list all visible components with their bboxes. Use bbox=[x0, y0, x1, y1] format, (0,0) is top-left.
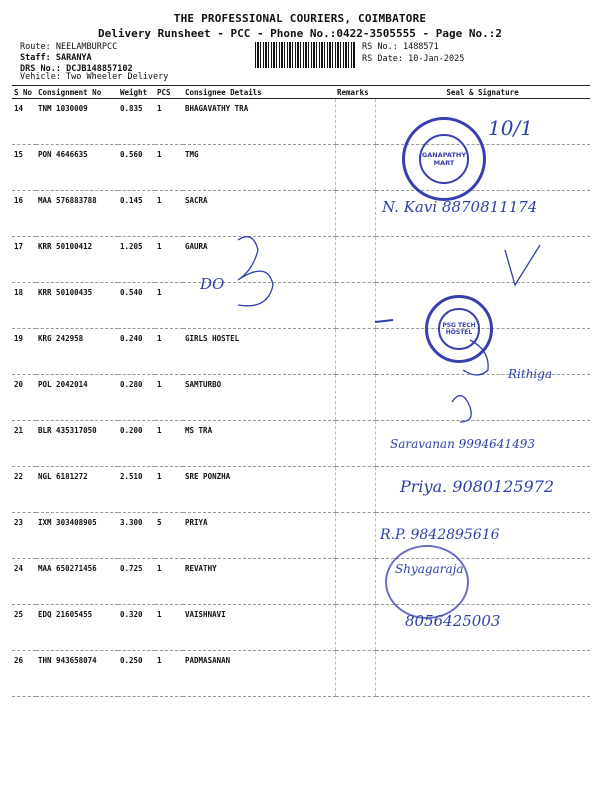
col-signature: Seal & Signature bbox=[375, 86, 590, 99]
cell-consignment: MAA 650271456 bbox=[36, 559, 118, 605]
signature-21: Rithiga bbox=[508, 367, 553, 381]
cell-sno: 17 bbox=[12, 237, 36, 283]
signature-16: N. Kavi 8870811174 bbox=[382, 198, 538, 216]
cell-consignee: MS TRA bbox=[183, 421, 335, 467]
col-weight: Weight bbox=[118, 86, 155, 99]
cell-weight: 1.205 bbox=[118, 237, 155, 283]
cell-weight: 0.725 bbox=[118, 559, 155, 605]
cell-pcs: 1 bbox=[155, 467, 183, 513]
vehicle-line: Vehicle: Two Wheeler Delivery bbox=[20, 72, 169, 82]
cell-remarks bbox=[335, 191, 375, 237]
cell-sno: 18 bbox=[12, 283, 36, 329]
cell-consignee bbox=[183, 283, 335, 329]
runsheet-table bbox=[12, 85, 590, 697]
table-row bbox=[12, 559, 590, 605]
cell-weight: 0.560 bbox=[118, 145, 155, 191]
cell-consignee: SAMTURBO bbox=[183, 375, 335, 421]
cell-weight: 0.835 bbox=[118, 99, 155, 145]
cell-pcs: 1 bbox=[155, 329, 183, 375]
col-remarks: Remarks bbox=[335, 86, 375, 99]
rs-date-value: 10-Jan-2025 bbox=[408, 54, 465, 64]
cell-consignment: KRR 50100412 bbox=[36, 237, 118, 283]
table-row bbox=[12, 375, 590, 421]
signature-22: Saravanan 9994641493 bbox=[390, 437, 535, 451]
faded-stamp bbox=[385, 545, 469, 619]
staff-line bbox=[20, 53, 92, 63]
handwritten-do: DO bbox=[200, 275, 225, 293]
cell-pcs: 1 bbox=[155, 145, 183, 191]
cell-pcs: 1 bbox=[155, 605, 183, 651]
cell-weight: 0.320 bbox=[118, 605, 155, 651]
cell-consignment: NGL 6181272 bbox=[36, 467, 118, 513]
cell-consignment: KRG 242958 bbox=[36, 329, 118, 375]
drs-value: DCJB148857102 bbox=[66, 64, 133, 74]
cell-remarks bbox=[335, 237, 375, 283]
drs-label: DRS No.: bbox=[20, 64, 61, 74]
cell-consignment: IXM 303408905 bbox=[36, 513, 118, 559]
psg-tech-hostel-stamp bbox=[425, 295, 493, 363]
col-sno: S No bbox=[12, 86, 36, 99]
cell-sno: 14 bbox=[12, 99, 36, 145]
table-row bbox=[12, 283, 590, 329]
cell-remarks bbox=[335, 283, 375, 329]
cell-consignee: REVATHY bbox=[183, 559, 335, 605]
cell-signature bbox=[375, 421, 590, 467]
table-row bbox=[12, 513, 590, 559]
cell-pcs: 1 bbox=[155, 559, 183, 605]
ganapathy-mart-stamp bbox=[402, 117, 486, 201]
cell-signature bbox=[375, 651, 590, 697]
cell-consignment: BLR 435317050 bbox=[36, 421, 118, 467]
cell-sno: 16 bbox=[12, 191, 36, 237]
cell-remarks bbox=[335, 651, 375, 697]
route-line bbox=[20, 42, 117, 52]
table-row bbox=[12, 191, 590, 237]
cell-remarks bbox=[335, 605, 375, 651]
cell-signature bbox=[375, 237, 590, 283]
col-pcs: PCS bbox=[155, 86, 183, 99]
col-consignee: Consignee Details bbox=[183, 86, 335, 99]
cell-sno: 20 bbox=[12, 375, 36, 421]
cell-pcs: 1 bbox=[155, 421, 183, 467]
cell-remarks bbox=[335, 329, 375, 375]
table-row bbox=[12, 329, 590, 375]
route-value: NEELAMBURPCC bbox=[55, 42, 118, 52]
cell-consignment: MAA 576883788 bbox=[36, 191, 118, 237]
signature-25: Shyagaraja bbox=[395, 562, 464, 576]
cell-consignment: POL 2042014 bbox=[36, 375, 118, 421]
cell-weight: 2.510 bbox=[118, 467, 155, 513]
rs-no-line bbox=[362, 42, 439, 52]
cell-weight: 0.200 bbox=[118, 421, 155, 467]
cell-consignee: VAISHNAVI bbox=[183, 605, 335, 651]
cell-signature bbox=[375, 467, 590, 513]
cell-sno: 24 bbox=[12, 559, 36, 605]
cell-consignee: PADMASANAN bbox=[183, 651, 335, 697]
cell-consignee: SRE PONZHA bbox=[183, 467, 335, 513]
rs-date-label: RS Date: bbox=[362, 54, 403, 64]
table-row bbox=[12, 99, 590, 145]
cell-consignment: TNM 1030009 bbox=[36, 99, 118, 145]
cell-remarks bbox=[335, 513, 375, 559]
table-row bbox=[12, 145, 590, 191]
stamp-label: GANAPATHY MART bbox=[419, 134, 470, 185]
cell-pcs: 1 bbox=[155, 283, 183, 329]
cell-consignment: THN 943658074 bbox=[36, 651, 118, 697]
rs-no-value: 1488571 bbox=[402, 42, 439, 52]
table-row bbox=[12, 467, 590, 513]
cell-sno: 25 bbox=[12, 605, 36, 651]
cell-consignment: EDQ 21605455 bbox=[36, 605, 118, 651]
cell-pcs: 1 bbox=[155, 237, 183, 283]
table-row bbox=[12, 421, 590, 467]
rs-date-line bbox=[362, 54, 464, 64]
cell-remarks bbox=[335, 99, 375, 145]
cell-pcs: 1 bbox=[155, 191, 183, 237]
cell-sno: 22 bbox=[12, 467, 36, 513]
stamp-label: PSG TECH HOSTEL bbox=[438, 308, 479, 349]
cell-remarks bbox=[335, 421, 375, 467]
cell-remarks bbox=[335, 467, 375, 513]
cell-signature bbox=[375, 191, 590, 237]
cell-consignee: TMG bbox=[183, 145, 335, 191]
runsheet-subtitle: Delivery Runsheet - PCC - Phone No.:0422-3505555 - Page No.:2 bbox=[98, 27, 502, 40]
barcode bbox=[255, 42, 355, 68]
cell-consignee: BHAGAVATHY TRA bbox=[183, 99, 335, 145]
cell-sno: 21 bbox=[12, 421, 36, 467]
cell-consignee: GAURA bbox=[183, 237, 335, 283]
cell-weight: 0.540 bbox=[118, 283, 155, 329]
table-row bbox=[12, 605, 590, 651]
cell-pcs: 1 bbox=[155, 375, 183, 421]
cell-remarks bbox=[335, 145, 375, 191]
cell-pcs: 1 bbox=[155, 99, 183, 145]
cell-consignment: PON 4646635 bbox=[36, 145, 118, 191]
cell-remarks bbox=[335, 559, 375, 605]
cell-weight: 0.145 bbox=[118, 191, 155, 237]
signature-26: 8056425003 bbox=[405, 612, 501, 630]
table-row bbox=[12, 237, 590, 283]
cell-signature bbox=[375, 375, 590, 421]
signature-24: R.P. 9842895616 bbox=[380, 527, 500, 543]
cell-weight: 0.280 bbox=[118, 375, 155, 421]
route-label: Route: bbox=[20, 42, 51, 52]
cell-weight: 0.240 bbox=[118, 329, 155, 375]
cell-sno: 26 bbox=[12, 651, 36, 697]
cell-consignment: KRR 50100435 bbox=[36, 283, 118, 329]
cell-consignee: SACRA bbox=[183, 191, 335, 237]
rs-no-label: RS No.: bbox=[362, 42, 398, 52]
table-header-row bbox=[12, 86, 590, 99]
cell-sno: 23 bbox=[12, 513, 36, 559]
cell-remarks bbox=[335, 375, 375, 421]
staff-value: SARANYA bbox=[55, 53, 92, 63]
cell-weight: 0.250 bbox=[118, 651, 155, 697]
signature-23: Priya. 9080125972 bbox=[400, 477, 555, 496]
cell-consignee: PRIYA bbox=[183, 513, 335, 559]
cell-weight: 3.300 bbox=[118, 513, 155, 559]
cell-consignee: GIRLS HOSTEL bbox=[183, 329, 335, 375]
cell-pcs: 5 bbox=[155, 513, 183, 559]
cell-sno: 15 bbox=[12, 145, 36, 191]
table-row bbox=[12, 651, 590, 697]
col-consignment: Consignment No bbox=[36, 86, 118, 99]
company-title: THE PROFESSIONAL COURIERS, COIMBATORE bbox=[173, 12, 427, 25]
signature-14: 10/1 bbox=[488, 116, 533, 140]
cell-pcs: 1 bbox=[155, 651, 183, 697]
staff-label: Staff: bbox=[20, 53, 51, 63]
cell-sno: 19 bbox=[12, 329, 36, 375]
